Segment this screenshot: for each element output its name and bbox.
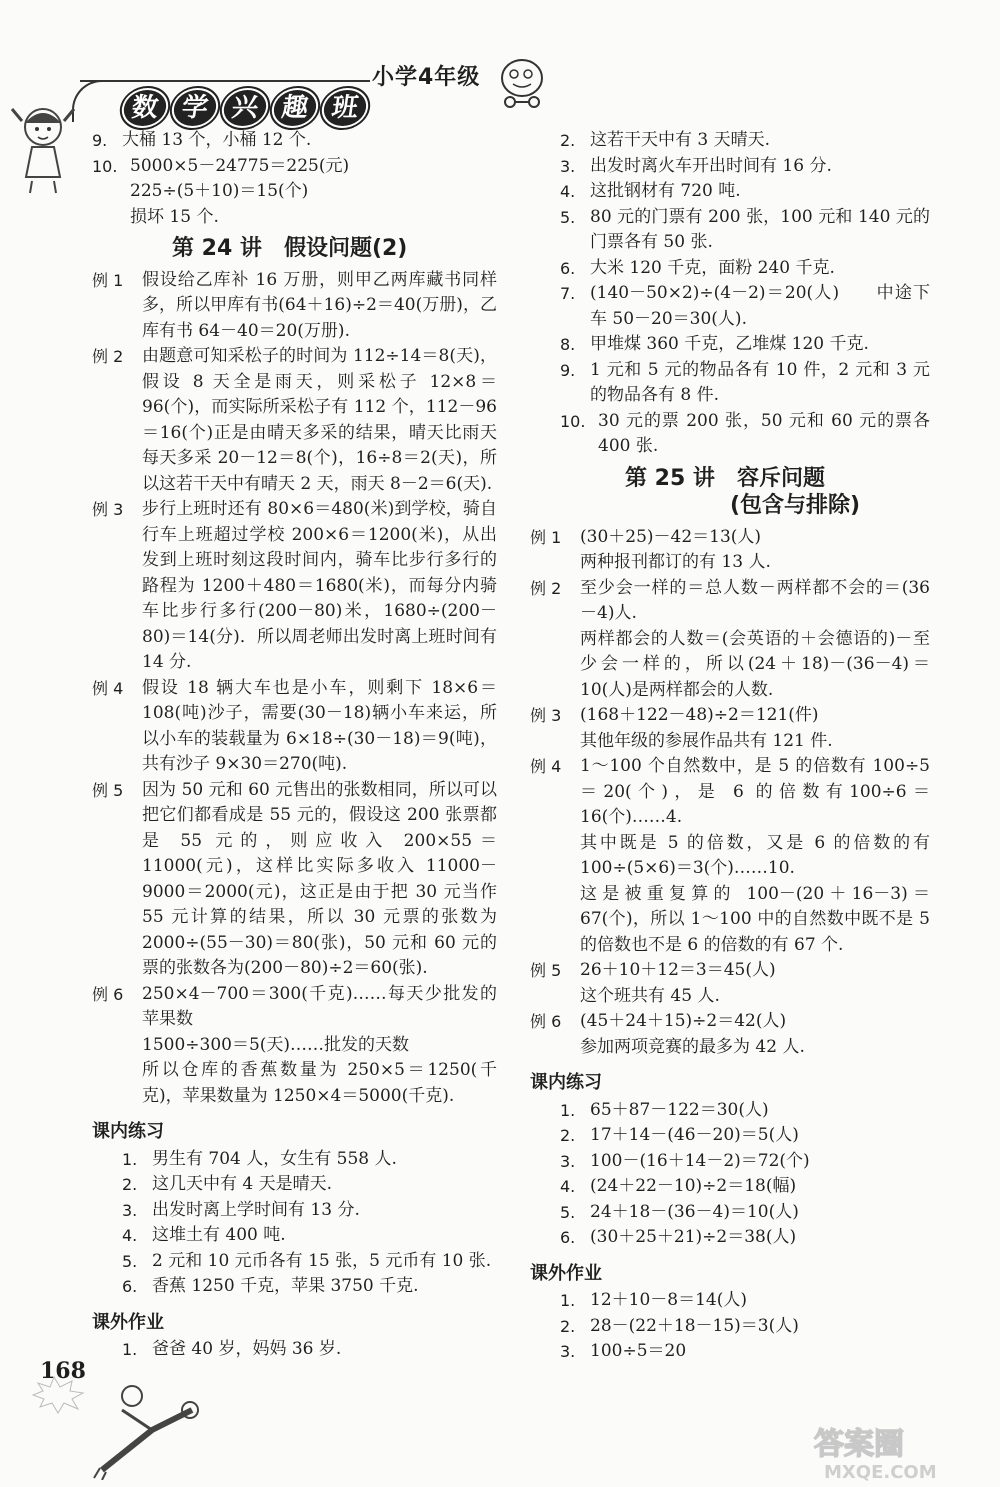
exercise-item [530, 1339, 930, 1365]
example-item [92, 676, 497, 778]
series-logo [122, 88, 368, 128]
example-text [580, 958, 930, 1009]
item-number: 6. [122, 1277, 138, 1296]
exercise-item [530, 1225, 930, 1251]
item-text: (140－50×2)÷(4－2)＝20(人) 中途下车 50－20＝30(人). [590, 283, 930, 329]
answer-item [92, 128, 497, 154]
item-text: 大米 120 千克，面粉 240 千克. [590, 257, 835, 278]
right-column [530, 128, 930, 1365]
left-column [92, 128, 497, 1363]
exercise-item [530, 1098, 930, 1124]
item-text: 大桶 13 个，小桶 12 个. [122, 130, 312, 150]
exercise-item [530, 1314, 930, 1340]
example-line: 其中既是 5 的倍数，又是 6 的倍数的有 100÷(5×6)＝3(个)……10. [580, 832, 930, 878]
lecture-number: 第 24 讲 [172, 236, 262, 261]
item-number: 9. [560, 360, 576, 380]
lecture-title [530, 466, 930, 492]
example-label: 例 5 [530, 961, 562, 980]
exercise-item [530, 332, 930, 358]
example-line: 两样都会的人数＝(会英语的＋会德语的)－至少会一样的，所以(24＋18)－(36－4)＝10(人)是两样都会的人数. [580, 628, 930, 700]
example-text: 假设 18 辆大车也是小车，则剩下 18×6＝108(吨)沙子，需要(30－18)辆小车来运，所以小车的装载量为 6×18÷(30－18)＝9(吨)，共有沙子 9×30＝270(吨). [142, 677, 497, 774]
item-number: 2. [560, 1126, 576, 1145]
item-number: 1. [560, 1100, 576, 1120]
exercise-item [92, 1274, 497, 1300]
example-item [92, 778, 497, 982]
example-line: 至少会一样的＝总人数－两样都不会的＝(36－4)人. [580, 577, 930, 623]
item-number: 2. [560, 131, 576, 150]
grade-label: 小学4年级 [372, 65, 481, 90]
example-item [530, 958, 930, 1009]
item-number: 5. [122, 1251, 138, 1271]
item-number: 10. [92, 156, 118, 176]
exercise-item [92, 1172, 497, 1198]
item-text: 100÷5＝20 [590, 1341, 687, 1361]
item-text: 225÷(5＋10)＝15(个) [130, 181, 309, 201]
example-text: 步行上班时还有 80×6＝480(米)到学校，骑自行车上班超过学校 200×6＝1200(米)，从出发到上班时刻这段时间内，骑车比步行多行的路程为 1200＋480＝1680(米)，而每分内骑车比步行多行(200－80)米，1680÷(200－80)＝14(分)．所以周老师出发时离上班时间有 14 分. [142, 499, 497, 672]
example-item [530, 754, 930, 958]
homework-heading: 课外作业 [530, 1262, 602, 1284]
exercise-item [530, 1288, 930, 1314]
example-text: 由题意可知采松子的时间为 112÷14＝8(天)，假设 8 天全是雨天，则采松子 12×8＝96(个)，而实际所采松子有 112 个，112－96＝16(个)正是由晴天多采的结果，晴天比雨天每天多采 20－12＝8(个)，16÷8＝2(天)，所以这若干天中有晴天 2 天，雨天 8－2＝6(天). [142, 346, 497, 494]
exercise-item [530, 1174, 930, 1200]
exercise-item [530, 1123, 930, 1149]
logo-char: 兴 [219, 88, 271, 128]
item-number: 1. [560, 1291, 576, 1310]
logo-char: 学 [169, 88, 221, 128]
item-text: 24＋18－(36－4)＝10(人) [590, 1201, 799, 1222]
exercise-item [530, 1149, 930, 1175]
exercise-item [530, 1200, 930, 1226]
example-line: (168＋122－48)÷2＝121(件) [580, 705, 819, 725]
item-number: 6. [560, 1228, 576, 1247]
logo-char: 班 [319, 88, 371, 128]
example-item [530, 1009, 930, 1060]
item-number: 3. [560, 1342, 576, 1361]
example-text [580, 1009, 930, 1060]
example-line: 1～100 个自然数中，是 5 的倍数有 100÷5＝20(个)，是 6 的倍数有100÷6＝16(个)……4. [580, 756, 930, 827]
example-label: 例 5 [92, 780, 124, 800]
page-number: 168 [40, 1358, 86, 1384]
item-number: 5. [560, 1202, 576, 1222]
item-number: 5. [560, 207, 576, 227]
item-text: 65＋87－122＝30(人) [590, 1099, 769, 1120]
example-line: 其他年级的参展作品共有 121 件. [580, 730, 833, 751]
example-item [92, 497, 497, 676]
example-label: 例 2 [92, 347, 124, 366]
item-number: 4. [122, 1226, 138, 1245]
example-label: 例 3 [92, 500, 124, 519]
classwork-heading: 课内练习 [530, 1072, 602, 1093]
watermark-url: MXQE.COM [824, 1462, 937, 1482]
example-line: (30＋25)－42＝13(人) [580, 526, 762, 547]
item-number: 3. [122, 1200, 138, 1220]
item-text: 1 元和 5 元的物品各有 10 件，2 元和 3 元的物品各有 8 件. [590, 359, 930, 405]
watermark-brand: 答案圈 [814, 1427, 904, 1462]
item-text: (30＋25＋21)÷2＝38(人) [590, 1227, 797, 1247]
exercise-item [92, 1198, 497, 1224]
example-line: 1500÷300＝5(天)……批发的天数 [142, 1034, 410, 1055]
cartoon-girl-icon [8, 95, 78, 195]
example-text [142, 982, 497, 1110]
example-line: 这是被重复算的 100－(20＋16－3)＝67(个)，所以 1～100 中的自然数中既不是 5 的倍数也不是 6 的倍数的有 67 个. [580, 883, 930, 955]
exercise-item [530, 256, 930, 282]
item-text: 100－(16＋14－2)＝72(个) [590, 1150, 810, 1171]
classwork-heading: 课内练习 [92, 1121, 164, 1142]
exercise-item [530, 179, 930, 205]
homework-heading: 课外作业 [92, 1311, 164, 1333]
item-number: 1. [122, 1340, 138, 1359]
exercise-item [92, 1249, 497, 1275]
item-number: 4. [560, 1177, 576, 1196]
header-rule [80, 80, 370, 82]
exercise-item [92, 1147, 497, 1173]
example-item [92, 268, 497, 345]
example-line: 参加两项竞赛的最多为 42 人. [580, 1036, 805, 1057]
cartoon-rider-icon [92, 1380, 202, 1480]
example-label: 例 4 [92, 678, 124, 698]
item-number: 7. [560, 284, 576, 303]
item-text: 80 元的门票有 200 张，100 元和 140 元的门票各有 50 张. [590, 206, 930, 252]
smiley-mascot-icon [498, 56, 546, 112]
example-line: 两种报刊都订的有 13 人. [580, 552, 771, 572]
header-arc-decoration [72, 80, 114, 122]
item-text: 17＋14－(46－20)＝5(人) [590, 1125, 799, 1145]
item-number: 9. [92, 131, 108, 150]
item-text: 12＋10－8＝14(人) [590, 1290, 747, 1310]
answer-item [92, 154, 497, 180]
example-line: 这个班共有 45 人. [580, 985, 720, 1006]
item-text: 损坏 15 个. [130, 206, 219, 227]
item-text: 2 元和 10 元币各有 15 张，5 元币有 10 张. [152, 1250, 492, 1271]
example-line: 所以仓库的香蕉数量为 250×5＝1250(千克)，苹果数量为 1250×4＝5000(千克). [142, 1060, 497, 1106]
item-text: 这堆土有 400 吨. [152, 1225, 286, 1245]
item-number: 1. [122, 1149, 138, 1169]
example-label: 例 1 [530, 527, 562, 547]
example-item [530, 525, 930, 576]
item-text: 出发时离上学时间有 13 分. [152, 1199, 360, 1220]
lecture-topic: 假设问题(2) [283, 236, 408, 261]
item-text: 这若干天中有 3 天晴天. [590, 130, 771, 150]
item-number: 6. [560, 258, 576, 278]
exercise-item [92, 1337, 497, 1363]
exercise-item [92, 1223, 497, 1249]
exercise-item [530, 128, 930, 154]
example-text: 假设给乙库补 16 万册，则甲乙两库藏书同样多，所以甲库有书(64＋16)÷2＝40(万册)，乙库有书 64－40＝20(万册). [142, 269, 497, 341]
example-label: 例 6 [530, 1012, 562, 1031]
lecture-number: 第 25 讲 [625, 465, 715, 491]
example-label: 例 3 [530, 706, 562, 725]
exercise-item [530, 358, 930, 409]
example-text [580, 576, 930, 704]
item-number: 2. [560, 1316, 576, 1336]
example-text [580, 754, 930, 958]
item-number: 2. [122, 1175, 138, 1194]
example-line: 250×4－700＝300(千克)……每天少批发的苹果数 [142, 983, 497, 1029]
example-line: (45＋24＋15)÷2＝42(人) [580, 1011, 787, 1031]
logo-char: 趣 [269, 88, 321, 128]
logo-char: 数 [119, 88, 171, 128]
item-text: 爸爸 40 岁，妈妈 36 岁. [152, 1339, 342, 1359]
item-text: 这批钢材有 720 吨. [590, 181, 741, 201]
example-label: 例 1 [92, 270, 124, 290]
exercise-item [530, 154, 930, 180]
exercise-item [530, 205, 930, 256]
example-label: 例 4 [530, 757, 562, 776]
item-text: 男生有 704 人，女生有 558 人. [152, 1148, 397, 1169]
lecture-topic: 容斥问题 [736, 465, 825, 491]
item-number: 10. [560, 411, 586, 431]
item-text: 5000×5－24775＝225(元) [130, 155, 350, 176]
example-line: 26＋10＋12＝3＝45(人) [580, 960, 776, 980]
example-item [530, 576, 930, 704]
lecture-subtitle: (包含与排除) [730, 493, 861, 518]
example-item [92, 344, 497, 497]
example-text [580, 525, 930, 576]
item-text: (24＋22－10)÷2＝18(幅) [590, 1176, 797, 1196]
item-number: 4. [560, 182, 576, 201]
exercise-item [530, 409, 930, 460]
item-number: 3. [560, 1151, 576, 1171]
item-text: 甲堆煤 360 千克，乙堆煤 120 千克. [590, 334, 869, 354]
item-text: 30 元的票 200 张，50 元和 60 元的票各 400 张. [598, 410, 930, 456]
item-text: 出发时离火车开出时间有 16 分. [590, 155, 832, 176]
lecture-title [92, 236, 497, 262]
example-label: 例 6 [92, 984, 124, 1004]
item-number: 8. [560, 335, 576, 354]
example-label: 例 2 [530, 578, 562, 598]
example-text: 因为 50 元和 60 元售出的张数相同，所以可以把它们都看成是 55 元的，假设这 200 张票都是 55 元的，则应收入 200×55＝11000(元)，这样比实际多收入 11000－9000＝2000(元)，这正是由于把 30 元当作 55 元计算的结果，所以 30 元票的张数为 2000÷(55－30)＝80(张)，50 元和 60 元的票的张数各为(200－80)÷2＝60(张). [142, 779, 497, 978]
item-number: 3. [560, 156, 576, 176]
item-text: 香蕉 1250 千克，苹果 3750 千克. [152, 1276, 419, 1296]
item-text: 这几天中有 4 天是晴天. [152, 1174, 333, 1194]
example-text [580, 703, 930, 754]
example-item [92, 982, 497, 1110]
watermark-logo [810, 1420, 995, 1482]
example-item [530, 703, 930, 754]
item-text: 28－(22＋18－15)＝3(人) [590, 1315, 799, 1336]
exercise-item [530, 281, 930, 332]
page-header [0, 0, 1000, 140]
